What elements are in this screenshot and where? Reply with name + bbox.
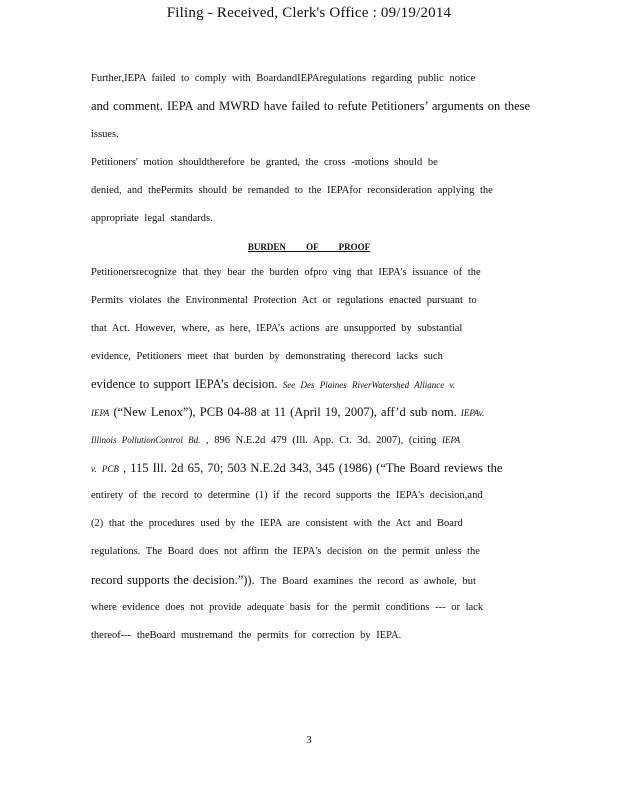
p3-line9: entirety of the record to determine (1) if the record supports the IEPA's decision,and [91, 490, 483, 501]
p3-line5 [91, 377, 521, 392]
p3-line5-text: evidence to support IEPA’s decision. [91, 377, 278, 391]
p3-line6-text: (“New Lenox”), PCB 04-88 at 11 (April 19, 2007), aff’d sub nom. [109, 405, 461, 419]
p3-line4: evidence, Petitioners meet that burden by demonstrating therecord lacks such [91, 351, 443, 362]
p3-line6-iepav: IEPAv. [460, 408, 485, 418]
p1-line1: Further,IEPA failed to comply with BoardandIEPAregulations regarding public notice [91, 73, 476, 84]
p2-line2: denied, and thePermits should be remanded to the IEPAfor reconsideration applying the [91, 185, 493, 196]
p3-line13: where evidence does not provide adequate basis for the permit conditions --- or lack [91, 602, 484, 613]
p3-line6 [91, 405, 521, 420]
p3-line8-vpcb: v. PCB [91, 464, 119, 474]
p3-line8-text: , 115 Ill. 2d 65, 70; 503 N.E.2d 343, 345 (1986) (“The Board reviews the [118, 461, 503, 475]
p3-line1: Petitionersrecognize that they bear the burden ofpro ving that IEPA’s issuance of the [91, 267, 481, 278]
p1-line3: issues. [91, 129, 119, 140]
p3-line11: regulations. The Board does not affirm the IEPA's decision on the permit unless the [91, 546, 480, 557]
p2-line3: appropriate legal standards. [91, 213, 213, 224]
p3-line7 [91, 435, 521, 446]
p3-line7-court: Illinois PollutionControl Bd. [91, 435, 201, 445]
p3-line12-quote: record supports the decision.”)). [91, 573, 255, 587]
p3-line8 [91, 461, 521, 476]
p3-line7-text: , 896 N.E.2d 479 (Ill. App. Ct. 3d. 2007), (citing [200, 435, 442, 446]
p3-line5-citation: See Des Plaines RiverWatershed Alliance v. [277, 380, 456, 390]
p1-line2: and comment. IEPA and MWRD have failed to refute Petitioners’ arguments on these [91, 99, 531, 113]
filing-header: Filing - Received, Clerk's Office : 09/19/2014 [166, 5, 452, 21]
p3-line12-text: The Board examines the record as awhole, but [254, 576, 476, 587]
p2-line1: Petitioners' motion shouldtherefore be granted, the cross -motions should be [91, 157, 438, 168]
page-number: 3 [306, 734, 312, 746]
section-heading-text: BURDEN OF PROOF [247, 242, 371, 252]
p3-line7-iepa: IEPA [441, 435, 461, 445]
p3-line12 [91, 573, 521, 588]
p3-line2: Permits violates the Environmental Protection Act or regulations enacted pursuant to [91, 295, 477, 306]
p3-line10: (2) that the procedures used by the IEPA are consistent with the Act and Board [91, 518, 463, 529]
p3-line6-iepa: IEPA [91, 408, 110, 418]
section-heading [0, 242, 618, 252]
p3-line14: thereof--- theBoard mustremand the permits for correction by IEPA. [91, 630, 402, 641]
p3-line3: that Act. However, where, as here, IEPA’s actions are unsupported by substantial [91, 323, 463, 334]
